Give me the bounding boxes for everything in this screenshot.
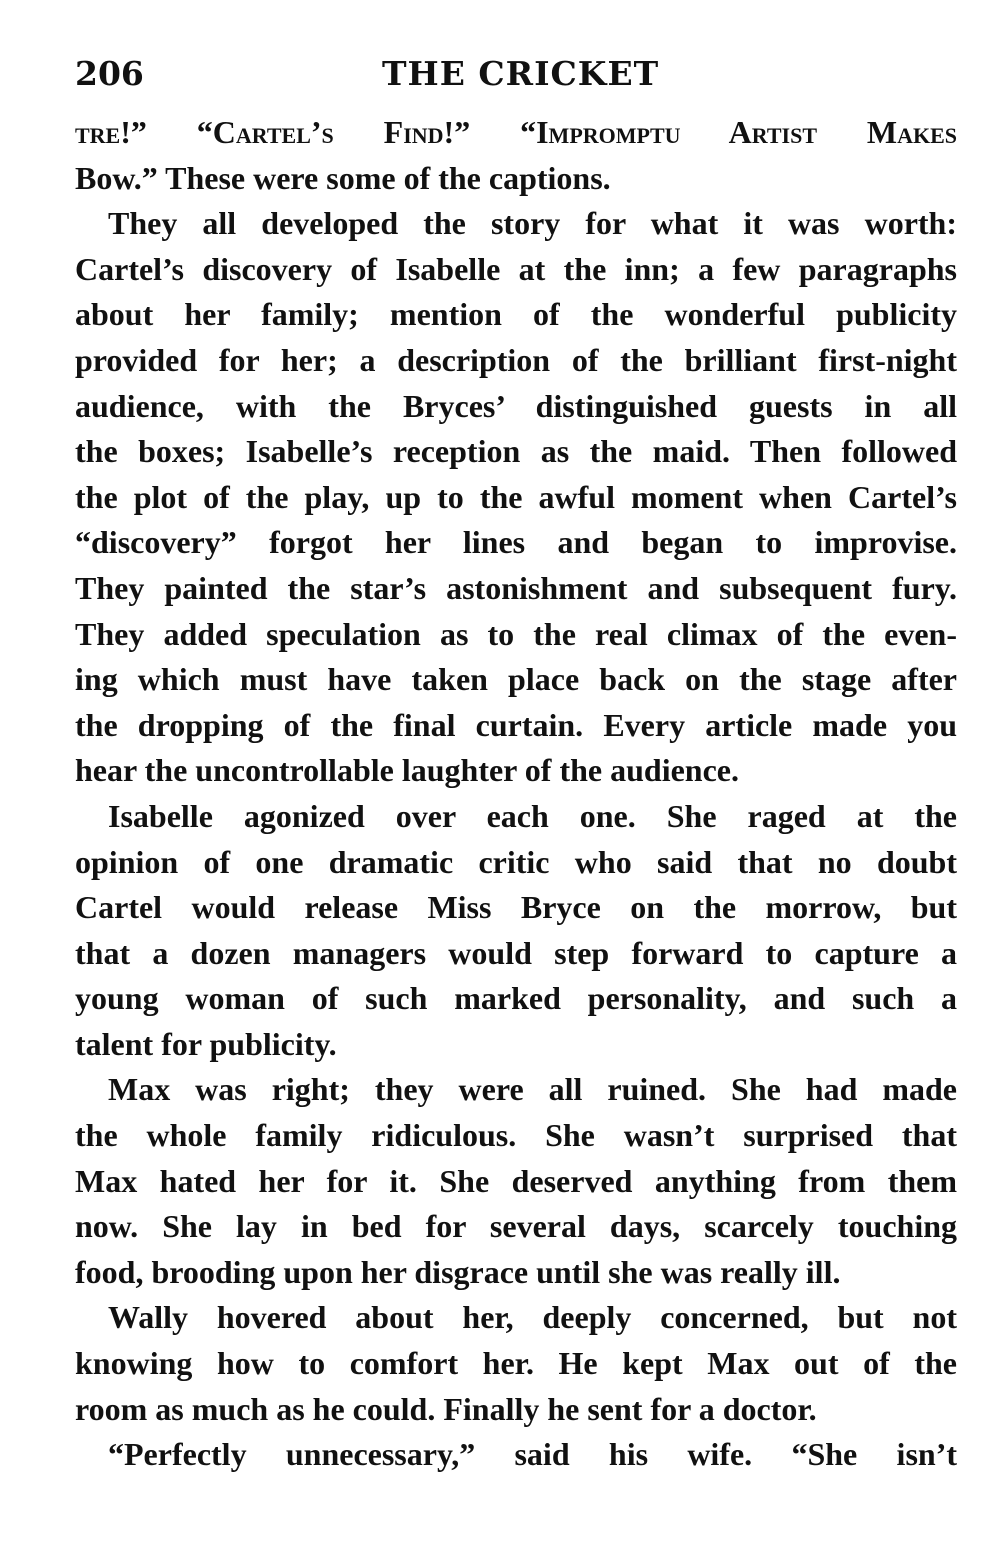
running-title: THE CRICKET — [382, 54, 660, 93]
text-line: talent for publicity. — [75, 1025, 337, 1062]
text-line: audience, with the Bryces’ distinguished guests in all — [75, 387, 957, 424]
page-header — [75, 46, 665, 102]
text-line: Cartel would release Miss Bryce on the morrow, but — [75, 889, 957, 926]
paragraph — [75, 1295, 957, 1432]
text-line: Wally hovered about her, deeply concerned, but not — [108, 1299, 957, 1336]
text-line: They added speculation as to the real climax of the even- — [75, 615, 957, 652]
text-line: Isabelle agonized over each one. She raged at the — [108, 797, 957, 834]
text-line: now. She lay in bed for several days, scarcely touching — [75, 1208, 957, 1245]
text-line: young woman of such marked personality, and such a — [75, 980, 957, 1017]
text-line: hear the uncontrollable laughter of the audience. — [75, 752, 739, 789]
text-line: Bow.” These were some of the captions. — [75, 159, 611, 196]
text-line: ing which must have taken place back on the stage after — [75, 661, 957, 698]
paragraph — [75, 1432, 957, 1478]
paragraph — [75, 1067, 957, 1295]
text-line: food, brooding upon her disgrace until she was really ill. — [75, 1253, 841, 1290]
text-line: Cartel’s discovery of Isabelle at the inn; a few paragraphs — [75, 250, 957, 287]
paragraph — [75, 110, 957, 201]
text-line: the whole family ridiculous. She wasn’t surprised that — [75, 1117, 957, 1154]
text-line: They painted the star’s astonishment and subsequent fury. — [75, 569, 957, 606]
text-line: provided for her; a description of the brilliant first-night — [75, 341, 957, 378]
text-line: that a dozen managers would step forward to capture a — [75, 934, 957, 971]
text-line: the boxes; Isabelle’s reception as the maid. Then followed — [75, 433, 957, 470]
text-line: “Perfectly unnecessary,” said his wife. “She isn’t — [108, 1436, 957, 1473]
text-line: room as much as he could. Finally he sent for a doctor. — [75, 1390, 817, 1427]
text-line: the dropping of the final curtain. Every article made you — [75, 706, 957, 743]
text-line: “discovery” forgot her lines and began to improvise. — [75, 524, 957, 561]
text-line: about her family; mention of the wonderful publicity — [75, 296, 957, 333]
text-line: Max was right; they were all ruined. She had made — [108, 1071, 957, 1108]
paragraph — [75, 201, 957, 794]
paragraph — [75, 794, 957, 1068]
text-line: the plot of the play, up to the awful moment when Cartel’s — [75, 478, 957, 515]
text-line: opinion of one dramatic critic who said that no doubt — [75, 843, 957, 880]
text-line: knowing how to comfort her. He kept Max out of the — [75, 1345, 957, 1382]
page-number: 206 — [75, 54, 144, 93]
text-line: They all developed the story for what it was worth: — [108, 205, 957, 242]
text-line: tre!” “Cartel’s Find!” “Impromptu Artist Makes — [75, 114, 957, 150]
body-text — [75, 110, 957, 1478]
text-line: Max hated her for it. She deserved anything from them — [75, 1162, 957, 1199]
